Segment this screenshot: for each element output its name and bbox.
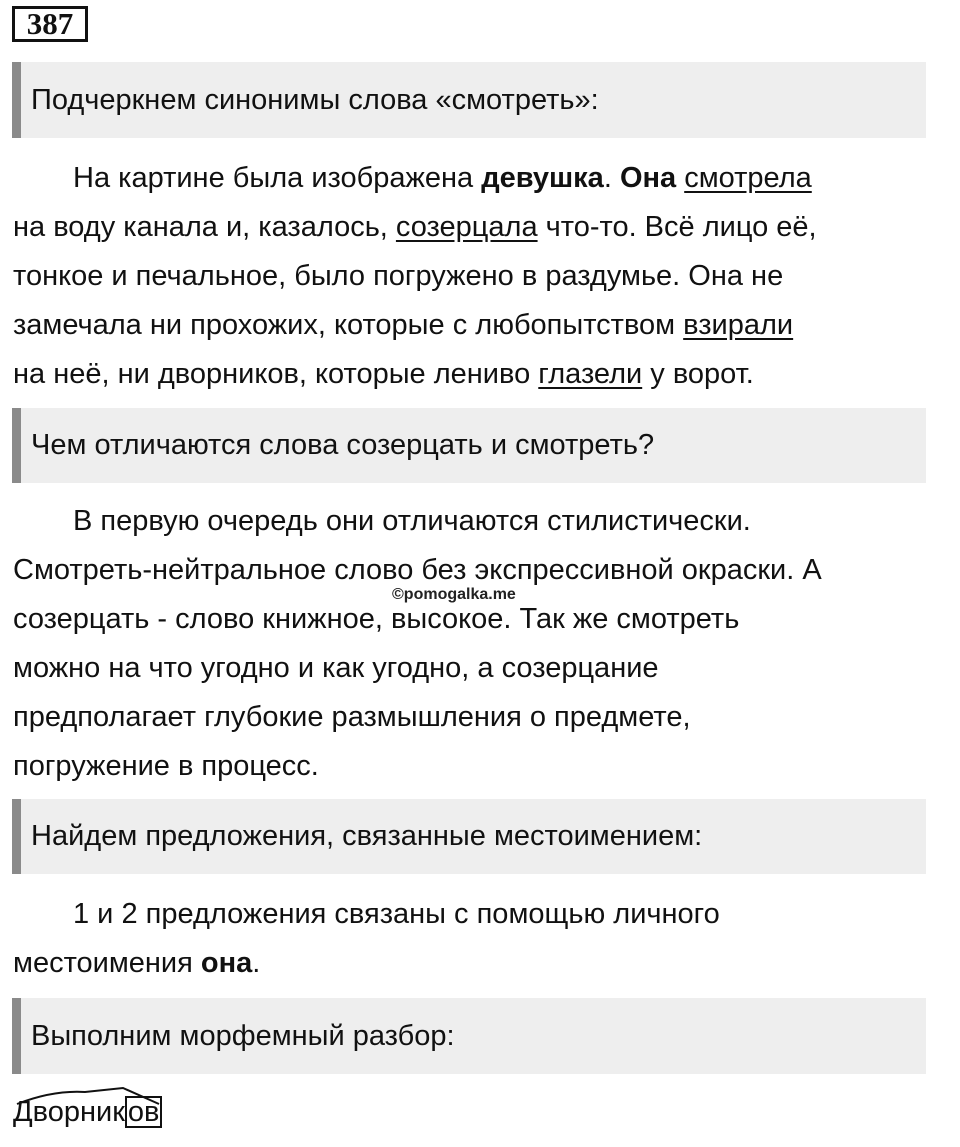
bold-word-ona: Она [619, 162, 677, 194]
text-span: замечала ни прохожих, которые с любопытством [13, 309, 684, 341]
section-heading-pronoun [12, 799, 926, 874]
bold-word-devushka: девушка [481, 162, 604, 194]
section-heading-morpheme [12, 998, 926, 1074]
text-line: тонкое и печальное, было погружено в раздумье. Она не [13, 260, 784, 292]
word-ending-box: ов [125, 1096, 163, 1128]
heading-text: Выполним морфемный разбор: [31, 1019, 455, 1052]
difference-paragraph [13, 497, 928, 791]
underlined-synonym: созерцала [395, 211, 538, 243]
text-span: . [603, 162, 620, 194]
underlined-synonym: взирали [683, 309, 794, 341]
text-span [676, 162, 684, 194]
text-span: На картине была изображена [73, 162, 482, 194]
heading-text: Найдем предложения, связанные местоимением: [31, 820, 703, 852]
heading-text: Подчеркнем синонимы слова «смотреть»: [31, 83, 599, 116]
underlined-synonym: смотрела [684, 162, 812, 194]
heading-text: Чем отличаются слова созерцать и смотреть? [31, 429, 655, 461]
text-span: что-то. Всё лицо её, [537, 211, 817, 243]
text-line [13, 350, 928, 399]
text-line: предполагает глубокие размышления о предмете, [13, 701, 691, 733]
pronoun-paragraph [13, 890, 928, 988]
text-line: 1 и 2 предложения связаны с помощью личного [73, 898, 720, 930]
morpheme-analysis [13, 1086, 273, 1146]
text-span: . [252, 947, 261, 979]
text-span: местоимения [13, 947, 201, 979]
watermark: ©pomogalka.me [392, 586, 516, 603]
underlined-synonym: глазели [538, 358, 643, 390]
morpheme-word [13, 1094, 162, 1130]
section-heading-synonyms [12, 62, 926, 138]
text-line: Смотреть-нейтральное слово без экспрессивной окраски. А [13, 554, 822, 586]
bold-word-ona: она [200, 947, 253, 979]
text-line: можно на что угодно и как угодно, а созерцание [13, 652, 659, 684]
task-number: 387 [12, 6, 88, 42]
text-line: В первую очередь они отличаются стилистически. [73, 505, 751, 537]
synonyms-paragraph [13, 154, 928, 399]
section-heading-difference [12, 408, 926, 483]
word-stem: Дворник [13, 1096, 125, 1128]
text-line [13, 154, 928, 203]
text-line: созерцать - слово книжное, высокое. Так же смотреть [13, 603, 740, 635]
text-span: на воду канала и, казалось, [13, 211, 396, 243]
text-line: погружение в процесс. [13, 750, 319, 782]
text-line [13, 939, 928, 988]
text-span: у ворот. [642, 358, 754, 390]
text-line [13, 301, 928, 350]
text-line [13, 203, 928, 252]
text-span: на неё, ни дворников, которые лениво [13, 358, 539, 390]
